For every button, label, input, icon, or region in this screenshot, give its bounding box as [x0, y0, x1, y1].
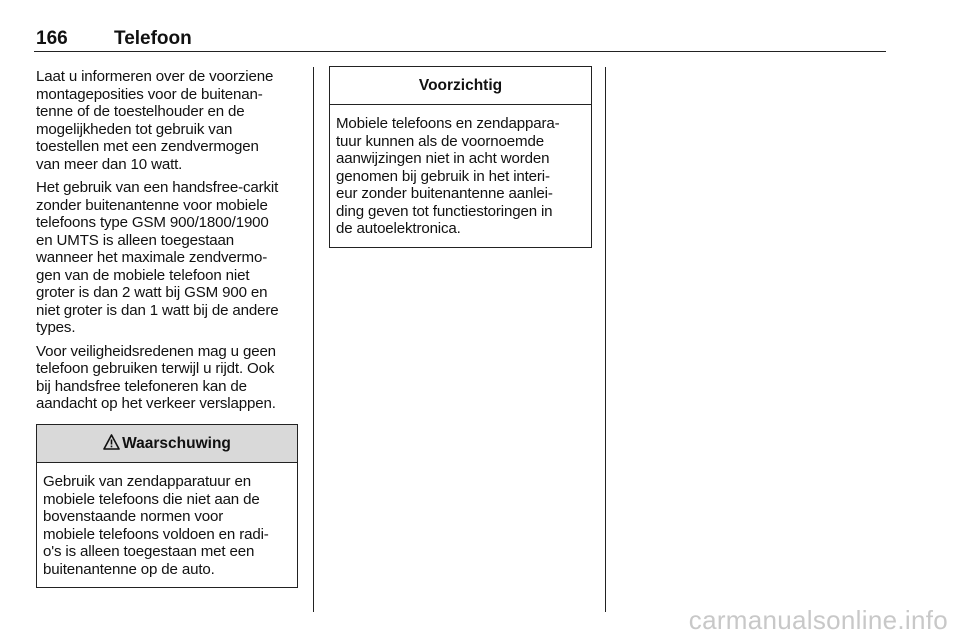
caution-header: Voorzichtig — [330, 67, 591, 105]
page-number: 166 — [36, 28, 68, 49]
warning-text: Gebruik van zendapparatuur en mobiele telefoons die niet aan de bovenstaande normen voor mobiele telefoons voldoen en radi- o's is alleen toegestaan met een buitenantenne op de auto. — [43, 473, 269, 578]
warning-triangle-icon — [103, 427, 120, 464]
warning-header — [37, 425, 297, 463]
column-1 — [36, 68, 304, 419]
caution-text: Mobiele telefoons en zendappara- tuur kunnen als de voornoemde aanwijzingen niet in acht worden genomen bij gebruik in het interi- eur zonder buitenantenne aanlei- ding geven tot functiestoringen in de autoelektronica. — [336, 115, 560, 237]
warning-title: Waarschuwing — [122, 435, 231, 452]
paragraph-handsfree-carkit: Het gebruik van een handsfree-carkit zonder buitenantenne voor mobiele telefoons type GSM 900/1800/1900 en UMTS is alleen toegestaan wanneer het maximale zendvermo- gen van de mobiele telefoon niet groter is dan 2 watt bij GSM 900 en niet groter is dan 1 watt bij de andere types. — [36, 179, 279, 336]
column-divider-1 — [313, 67, 314, 612]
column-2 — [329, 66, 593, 248]
page-header — [36, 28, 886, 50]
caution-box — [329, 66, 592, 248]
paragraph-safety: Voor veiligheidsredenen mag u geen telefoon gebruiken terwijl u rijdt. Ook bij handsfree telefoneren kan de aandacht op het verkeer verslappen. — [36, 342, 276, 412]
warning-box — [36, 424, 298, 588]
chapter-title: Telefoon — [114, 28, 192, 49]
column-divider-2 — [605, 67, 606, 612]
watermark: carmanualsonline.info — [688, 605, 948, 635]
paragraph-antenna-info: Laat u informeren over de voorziene montageposities voor de buitenan- tenne of de toestelhouder en de mogelijkheden tot gebruik van toestellen met een zendvermogen van meer dan 10 watt. — [36, 68, 274, 173]
header-rule — [34, 51, 886, 52]
